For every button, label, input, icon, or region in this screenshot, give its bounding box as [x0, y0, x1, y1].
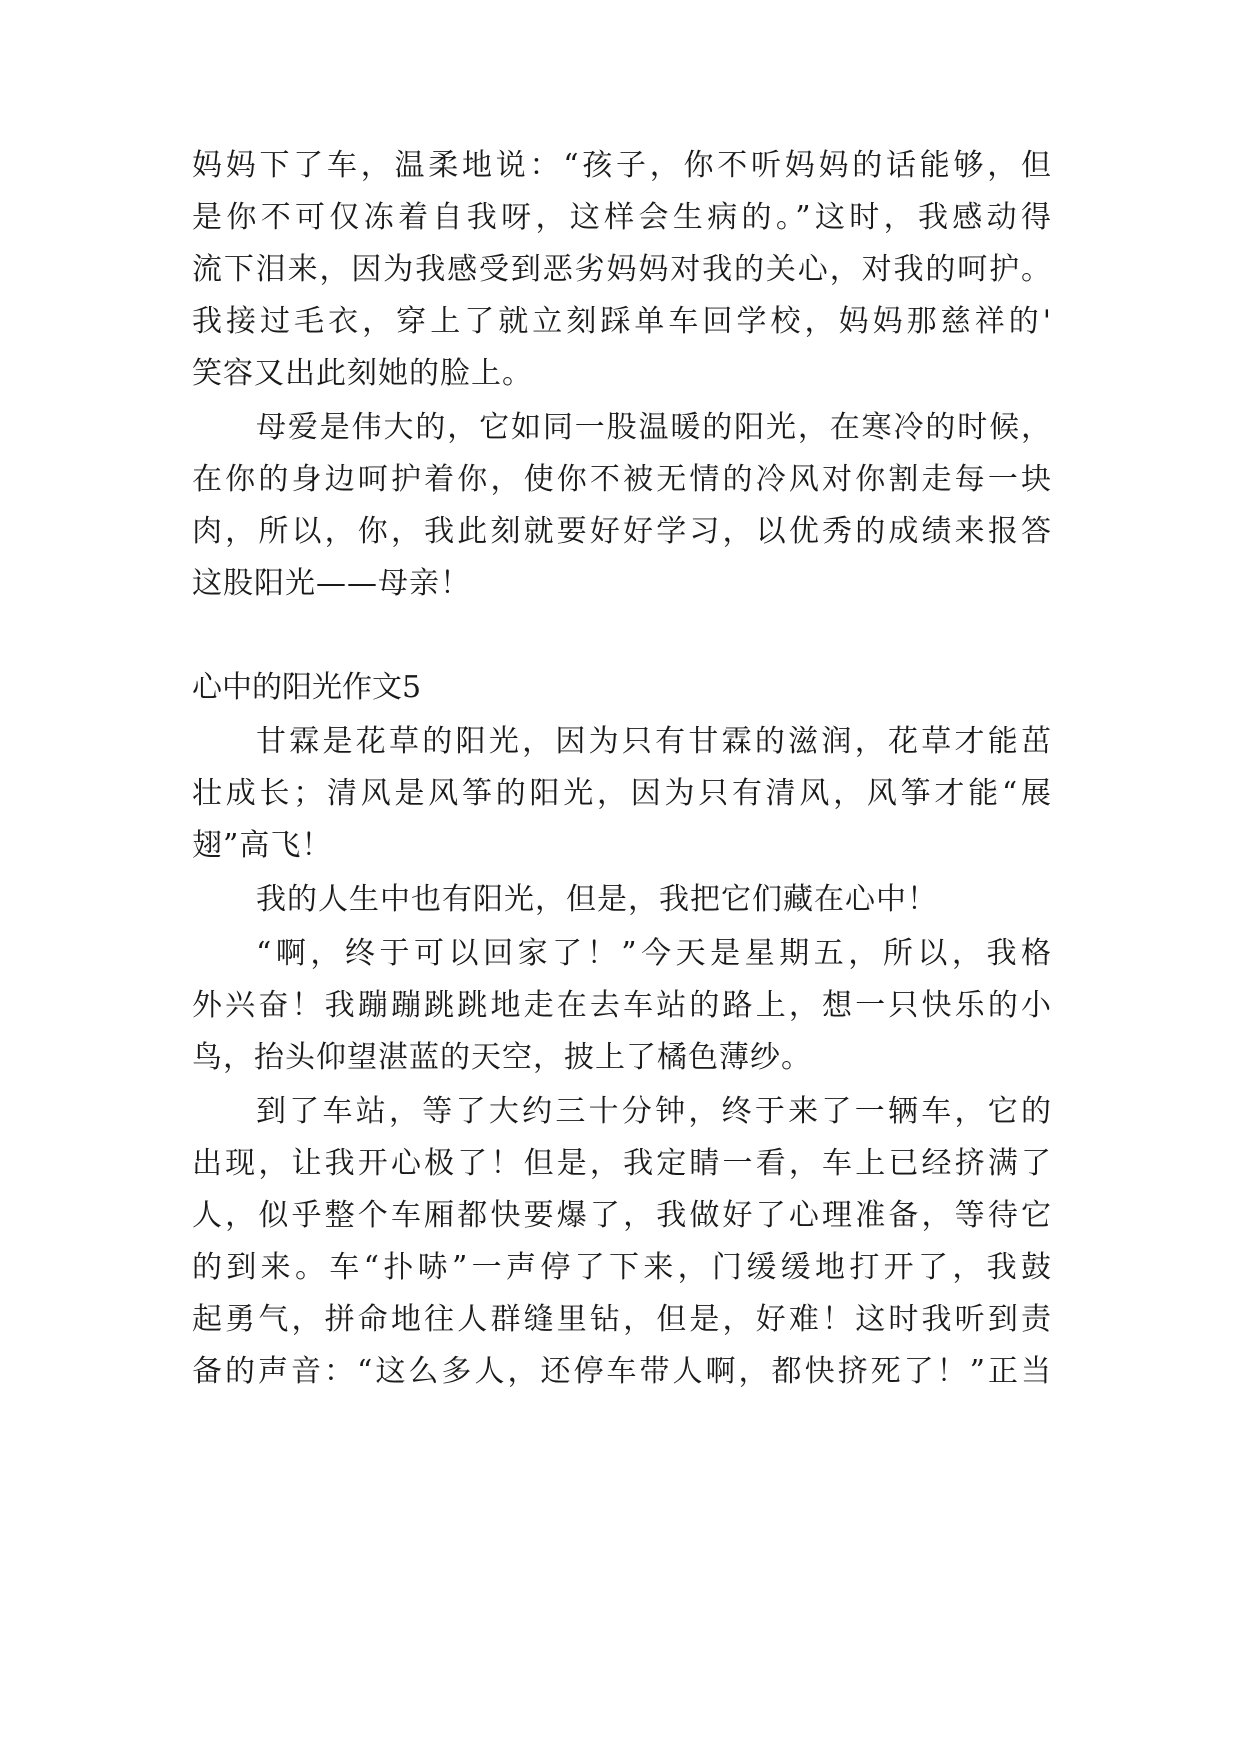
paragraph-line: 的到来。车“扑哧”一声停了下来，门缓缓地打开了，我鼓 [192, 1250, 1052, 1285]
paragraph-line: 到了车站，等了大约三十分钟，终于来了一辆车，它的 [256, 1094, 1052, 1129]
paragraph-line: 妈妈下了车，温柔地说：“孩子，你不听妈妈的话能够，但 [192, 148, 1052, 183]
paragraph-line: 外兴奋！我蹦蹦跳跳地走在去车站的路上，想一只快乐的小 [192, 988, 1052, 1023]
paragraph-line: “啊，终于可以回家了！”今天是星期五，所以，我格 [256, 936, 1052, 971]
paragraph-line: 在你的身边呵护着你，使你不被无情的冷风对你割走每一块 [192, 462, 1052, 497]
paragraph-line: 我的人生中也有阳光，但是，我把它们藏在心中！ [256, 882, 938, 917]
essay-title: 心中的阳光作文5 [192, 670, 422, 705]
paragraph-line: 我接过毛衣，穿上了就立刻踩单车回学校，妈妈那慈祥的' [192, 304, 1052, 339]
paragraph-line: 这股阳光——母亲！ [192, 566, 471, 601]
paragraph-line: 是你不可仅冻着自我呀，这样会生病的。”这时，我感动得 [192, 200, 1052, 235]
paragraph-line: 翅”高飞！ [192, 828, 333, 863]
paragraph-line: 流下泪来，因为我感受到恶劣妈妈对我的关心，对我的呵护。 [192, 252, 1052, 287]
paragraph-line: 人，似乎整个车厢都快要爆了，我做好了心理准备，等待它 [192, 1198, 1052, 1233]
paragraph-line: 笑容又出此刻她的脸上。 [192, 356, 533, 391]
paragraph-line: 起勇气，拼命地往人群缝里钻，但是，好难！这时我听到责 [192, 1302, 1052, 1337]
paragraph-line: 肉，所以，你，我此刻就要好好学习，以优秀的成绩来报答 [192, 514, 1052, 549]
paragraph-line: 壮成长；清风是风筝的阳光，因为只有清风，风筝才能“展 [192, 776, 1052, 811]
paragraph-line: 备的声音：“这么多人，还停车带人啊，都快挤死了！”正当 [192, 1354, 1052, 1389]
paragraph-line: 母爱是伟大的，它如同一股温暖的阳光，在寒冷的时候， [256, 410, 1052, 445]
paragraph-line: 出现，让我开心极了！但是，我定睛一看，车上已经挤满了 [192, 1146, 1052, 1181]
paragraph-line: 鸟，抬头仰望湛蓝的天空，披上了橘色薄纱。 [192, 1040, 812, 1075]
paragraph-line: 甘霖是花草的阳光，因为只有甘霖的滋润，花草才能茁 [256, 724, 1052, 759]
